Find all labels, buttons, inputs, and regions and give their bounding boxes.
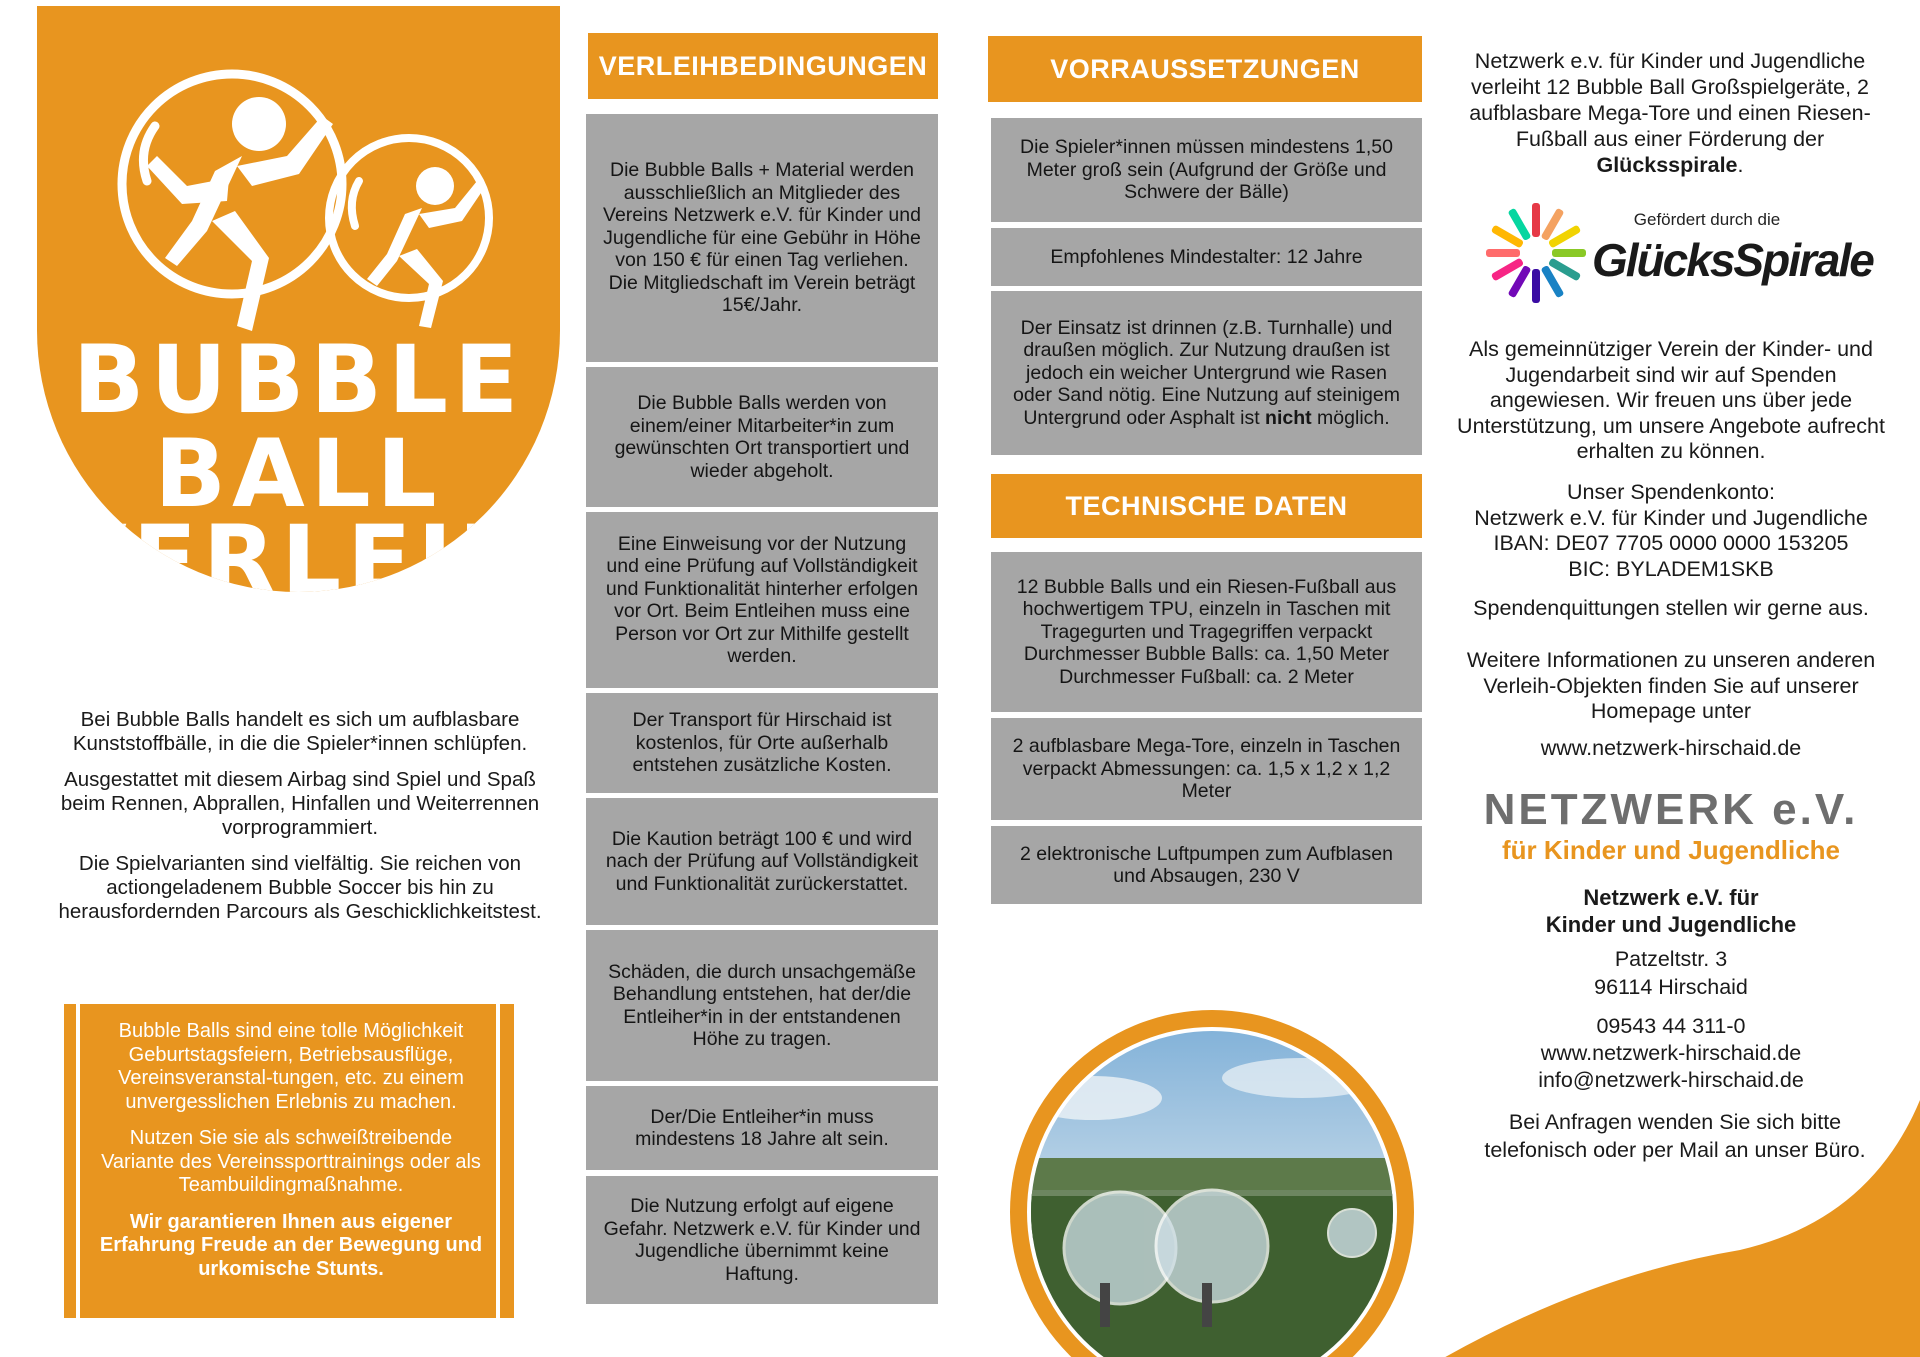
vorraus-item-3-emphasis: nicht (1265, 406, 1312, 429)
verleih-header: VERLEIHBEDINGUNGEN (588, 33, 938, 99)
verleih-item-2: Die Bubble Balls werden von einem/einer Mitarbeiter*in zum gewünschten Ort transportiert und wieder abgeholt. (586, 367, 938, 507)
verleih-item-8: Die Nutzung erfolgt auf eigene Gefahr. Netzwerk e.V. für Kinder und Jugendliche übernimmt keine Haftung. (586, 1176, 938, 1304)
vorraus-item-1: Die Spieler*innen müssen mindestens 1,50 Meter groß sein (Aufgrund der Größe und Schwere der Bälle) (991, 118, 1422, 222)
website-link-2[interactable]: www.netzwerk-hirschaid.de (1540, 1041, 1802, 1065)
vorraus-header: VORRAUSSETZUNGEN (988, 36, 1422, 102)
promo-divider-right (496, 1004, 500, 1318)
promo-paragraph-3: Wir garantieren Ihnen aus eigener Erfahrung Freude an der Bewegung und urkomische Stunts. (99, 1210, 483, 1280)
more-info-text: Weitere Informationen zu unseren anderen Verleih-Objekten finden Sie auf unserer Homepage unter (1466, 648, 1876, 723)
right-intro: Netzwerk e.v. für Kinder und Jugendliche verleiht 12 Bubble Ball Großspielgeräte, 2 aufblasbare Mega-Tore und einen Riesen-Fußball aus einer Förderung der Glücksspirale. (1469, 49, 1871, 177)
netzwerk-logo-title: NETZWERK e.V. (1483, 785, 1859, 834)
gluecksspirale-emphasis: Glücksspirale (1596, 153, 1738, 177)
intro-text (40, 708, 560, 936)
org-name-line2: Kinder und Jugendliche (1545, 912, 1797, 937)
tech-item-3: 2 elektronische Luftpumpen zum Aufblasen und Absaugen, 230 V (991, 826, 1422, 904)
gluecksspirale-logo-icon (1482, 201, 1590, 305)
bank-iban: IBAN: DE07 7705 0000 0000 153205 (1493, 531, 1849, 555)
email-link[interactable]: info@netzwerk-hirschaid.de (1538, 1068, 1804, 1092)
org-name-line1: Netzwerk e.V. für (1583, 885, 1759, 910)
promo-paragraph-2: Nutzen Sie sie als schweißtreibende Variante des Vereinssporttrainings oder als Teambuildingmaßnahme. (101, 1127, 481, 1196)
intro-paragraph-1: Bei Bubble Balls handelt es sich um aufblasbare Kunststoffbälle, in die die Spieler*innen schlüpfen. (72, 708, 528, 755)
hero-title-line1: BUBBLE (72, 326, 525, 435)
address-city: 96114 Hirschaid (1594, 975, 1748, 999)
decorative-swoosh (1440, 1100, 1920, 1357)
hero-banner (37, 6, 560, 592)
tech-item-1: 12 Bubble Balls und ein Riesen-Fußball aus hochwertigem TPU, einzeln in Taschen mit Tragegurten und Tragegriffen verpackt Durchmesser Bubble Balls: ca. 1,50 Meter Durchmesser Fußball: ca. 2 Meter (991, 552, 1422, 712)
tech-header: TECHNISCHE DATEN (991, 474, 1422, 538)
promo-divider-left (76, 1004, 80, 1318)
verleih-item-1: Die Bubble Balls + Material werden ausschließlich an Mitglieder des Vereins Netzwerk e.V. für Kinder und Jugendliche für eine Gebühr in Höhe von 150 € für einen Tag verliehen. Die Mitgliedschaft im Verein beträgt 15€/Jahr. (586, 114, 938, 362)
hero-title-line3: VERLEIH (53, 506, 544, 592)
vorraus-item-3: Der Einsatz ist drinnen (z.B. Turnhalle) und draußen möglich. Zur Nutzung draußen ist jedoch ein weicher Untergrund wie Rasen oder Sand nötig. Eine Nutzung auf steinigem Untergrund oder Asphalt ist nicht möglich. (991, 291, 1422, 455)
receipt-note: Spendenquittungen stellen wir gerne aus. (1473, 596, 1869, 620)
address-street: Patzeltstr. 3 (1614, 947, 1728, 971)
verleih-item-3: Eine Einweisung vor der Nutzung und eine Prüfung auf Vollständigkeit und Funktionalität hinterher erfolgen vor Ort. Beim Entleihen muss eine Person vor Ort zur Mithilfe gestellt werden. (586, 512, 938, 688)
vorraus-item-2: Empfohlenes Mindestalter: 12 Jahre (991, 228, 1422, 286)
donation-text: Als gemeinnütziger Verein der Kinder- und Jugendarbeit sind wir auf Spenden angewiesen. Wir freuen uns über jede Unterstützung, um unsere Angebote aufrecht erhalten zu können. (1457, 337, 1885, 463)
promo-box (60, 1004, 514, 1318)
tech-item-2: 2 aufblasbare Mega-Tore, einzeln in Taschen verpackt Abmessungen: ca. 1,5 x 1,2 x 1,2 Meter (991, 718, 1422, 820)
sponsor-name: GlücksSpirale (1592, 234, 1873, 286)
contact-note: Bei Anfragen wenden Sie sich bitte telefonisch oder per Mail an unser Büro. (1484, 1110, 1866, 1162)
bank-title: Unser Spendenkonto: (1567, 480, 1775, 504)
bank-bic: BIC: BYLADEM1SKB (1568, 557, 1774, 581)
bubble-soccer-photo (972, 928, 1462, 1357)
verleih-item-5: Die Kaution beträgt 100 € und wird nach der Prüfung auf Vollständigkeit und Funktionalität zurückerstattet. (586, 798, 938, 925)
verleih-item-6: Schäden, die durch unsachgemäße Behandlung entstehen, hat der/die Entleiher*in in der entstandenen Höhe zu tragen. (586, 930, 938, 1081)
phone-number: 09543 44 311-0 (1596, 1014, 1746, 1038)
verleih-item-4: Der Transport für Hirschaid ist kostenlos, für Orte außerhalb entstehen zusätzliche Kosten. (586, 693, 938, 793)
bank-name: Netzwerk e.V. für Kinder und Jugendliche (1474, 506, 1868, 530)
hero-title-line2: BALL (154, 420, 443, 529)
promo-paragraph-1: Bubble Balls sind eine tolle Möglichkeit Geburtstagsfeiern, Betriebsausflüge, Vereinsveranstal-tungen, etc. zu einem unvergesslichen Erlebnis zu machen. (118, 1020, 464, 1113)
intro-paragraph-2: Ausgestattet mit diesem Airbag sind Spiel und Spaß beim Rennen, Abprallen, Hinfallen und Weiterrennen vorprogrammiert. (60, 768, 540, 839)
verleih-item-7: Der/Die Entleiher*in muss mindestens 18 Jahre alt sein. (586, 1086, 938, 1170)
website-link[interactable]: www.netzwerk-hirschaid.de (1540, 736, 1802, 760)
intro-paragraph-3: Die Spielvarianten sind vielfältig. Sie reichen von actiongeladenem Bubble Soccer bis hin zu herausfordernden Parcours als Geschicklichkeitstest. (58, 852, 542, 923)
netzwerk-logo-subtitle: für Kinder und Jugendliche (1501, 835, 1840, 865)
sponsor-caption: Gefördert durch die (1633, 210, 1781, 229)
